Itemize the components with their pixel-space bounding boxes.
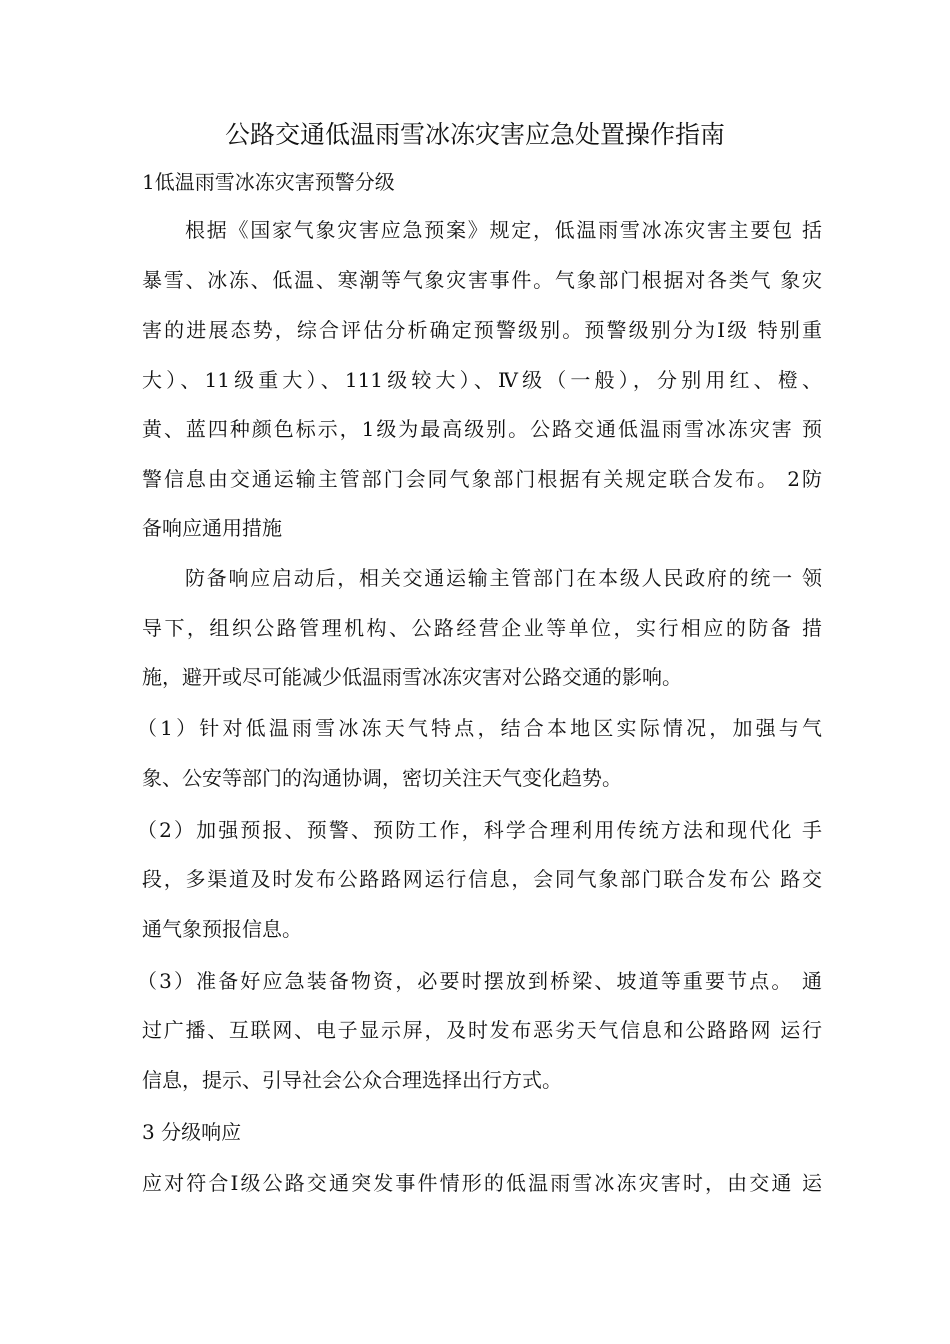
list-item-3-line: 信息，提示、引导社会公众合理选择出行方式。 [142, 1068, 562, 1092]
list-item-3-line: （3）准备好应急装备物资，必要时摆放到桥梁、坡道等重要节点。 通 [137, 969, 822, 993]
paragraph-line: 警信息由交通运输主管部门会同气象部门根据有关规定联合发布。 2防 [142, 467, 822, 491]
paragraph-line: 防备响应启动后，相关交通运输主管部门在本级人民政府的统一 领 [185, 566, 822, 590]
section-heading-1: 1低温雨雪冰冻灾害预警分级 [142, 170, 395, 194]
paragraph-line: 害的进展态势，综合评估分析确定预警级别。预警级别分为Ⅰ级 特别重 [142, 318, 822, 342]
section-heading-3: 3 分级响应 [142, 1120, 242, 1144]
paragraph-line: 暴雪、冰冻、低温、寒潮等气象灾害事件。气象部门根据对各类气 象灾 [142, 268, 822, 292]
paragraph-line: 根据《国家气象灾害应急预案》规定，低温雨雪冰冻灾害主要包 括 [185, 218, 822, 242]
paragraph-line: 导下，组织公路管理机构、公路经营企业等单位，实行相应的防备 措 [142, 616, 822, 640]
section-heading-2: 备响应通用措施 [142, 516, 282, 540]
paragraph-line: 黄、蓝四种颜色标示，1级为最高级别。公路交通低温雨雪冰冻灾害 预 [142, 417, 822, 441]
paragraph-line: 应对符合Ⅰ级公路交通突发事件情形的低温雨雪冰冻灾害时，由交通 运 [142, 1171, 822, 1195]
list-item-3-line: 过广播、互联网、电子显示屏，及时发布恶劣天气信息和公路路网 运行 [142, 1018, 822, 1042]
list-item-2-line: 通气象预报信息。 [142, 917, 302, 941]
paragraph-line: 施，避开或尽可能减少低温雨雪冰冻灾害对公路交通的影响。 [142, 665, 682, 689]
list-item-1-line: （1）针对低温雨雪冰冻天气特点，结合本地区实际情况，加强与气 [137, 716, 822, 740]
document-title: 公路交通低温雨雪冰冻灾害应急处置操作指南 [224, 120, 725, 149]
list-item-1-line: 象、公安等部门的沟通协调，密切关注天气变化趋势。 [142, 766, 622, 790]
paragraph-line: 大）、11级重大）、111级较大）、Ⅳ级（一般），分别用红、橙、 [142, 368, 822, 392]
list-item-2-line: 段，多渠道及时发布公路路网运行信息，会同气象部门联合发布公 路交 [142, 867, 822, 891]
list-item-2-line: （2）加强预报、预警、预防工作，科学合理利用传统方法和现代化 手 [137, 818, 822, 842]
